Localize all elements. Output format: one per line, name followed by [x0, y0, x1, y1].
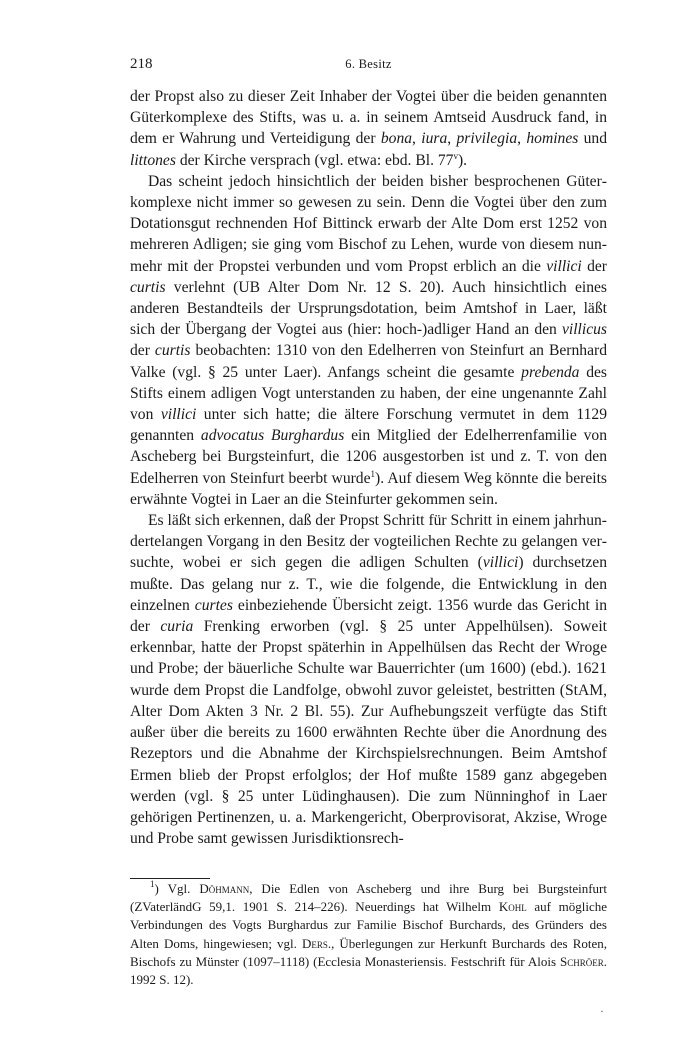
italic-term: curtes [194, 596, 233, 614]
italic-term: villici [160, 406, 197, 424]
italic-term: villici [482, 554, 519, 572]
italic-term: curtis [130, 278, 166, 296]
italic-term: advocatus Burghardus [200, 427, 345, 445]
italic-term: homines [526, 130, 579, 148]
superscript: v [453, 150, 458, 161]
text-run: verlehnt (UB Alter Dom Nr. 12 S. 20). Auch hinsichtlich eines anderen Bestandteils der Ursprungsdotation, beim Amtshof in Laer, läßt sich der Übergang der Vogtei aus (hier: hoch-)adliger Hand an den [130, 278, 607, 339]
text-run: auf mögliche Verbindungen des Vogts Burghardus zur Familie Bischof Burchards, des Gründers des Alten Doms, hingewiesen; vgl. [130, 899, 607, 951]
footnote-text [130, 880, 607, 989]
running-head: 6. Besitz [345, 57, 392, 71]
body-text [130, 86, 607, 849]
text-run: Frenking erworben (vgl. § 25 unter Appelhülsen). Soweit erkennbar, hatte der Propst späterhin in Appelhülsen das Recht der Wroge und Probe; der bäuerliche Schulte war Bauerrichter (um 1600) (ebd.). 1621 wurde dem Propst die Landfolge, obwohl zuvor geleistet, bestritten (StAM, Alter Dom Akten 3 Nr. 2 Bl. 55). Zur Aufhebungszeit verfügte das Stift außer über die bereits zu 1600 erwähnten Rechte über die Anordnung des Rezeptors und die Abnahme der Kirchspielsrechnungen. Beim Amtshof Ermen blieb der Propst erfolglos; der Hof mußte 1589 ganz abgegeben werden (vgl. § 25 unter Lüdinghausen). Die zum Nünninghof in Laer gehörigen Pertinenzen, u. a. Markengericht, Oberprovisorat, Akzise, Wroge und Probe samt gewissen Jurisdiktionsrech- [130, 618, 607, 848]
italic-term: villicus [561, 321, 607, 339]
superscript: 1 [150, 879, 155, 889]
text-run: ) durchsetzen mußte. Das gelang nur z. T., wie die folgende, die Entwicklung in den einzelnen [130, 554, 607, 614]
text-run: . 1992 S. 12). [130, 953, 607, 988]
text-run: , [447, 130, 457, 148]
italic-term: curtis [154, 342, 191, 360]
text-run: unter sich hatte; die ältere Forschung vermutet in dem 1129 genannten [130, 406, 607, 445]
paragraph-2 [130, 171, 607, 510]
text-run: ). Auf diesem Weg könnte die bereits erwähnte Vogtei in Laer an die Steinfurter gekommen sein. [130, 469, 607, 508]
text-run: der Propst also zu dieser Zeit Inhaber der Vogtei über die beiden genannten Güterkomplexe des Stifts, was u. a. in seinem Amtseid Ausdruck fand, in dem er Wahrung und Verteidigung der [130, 88, 607, 148]
text-run: einbeziehende Übersicht zeigt. 1356 wurde das Gericht in der [130, 596, 607, 636]
text-run: der Kirche versprach (vgl. etwa: ebd. Bl. 77 [175, 151, 454, 169]
author-name: Döhmann [199, 881, 250, 896]
text-run: , Überlegungen zur Herkunft Burchards des Roten, Bischofs zu Münster (1097–1118) (Ecclesia Monasteriensis. Festschrift für Alois [130, 935, 607, 969]
text-run: , [517, 130, 527, 148]
footnote [130, 880, 607, 989]
text-run: ) Vgl. [154, 881, 200, 896]
footnote-rule [130, 878, 210, 879]
text-run: des Stifts einem adligen Vogt unterstanden zu haben, der eine ungenannte Zahl von [130, 363, 607, 424]
italic-term: villici [546, 257, 582, 275]
italic-term: privilegia [456, 130, 518, 148]
text-run: ein Mitglied der Edelherrenfamilie von Ascheberg bei Burgsteinfurt, die 1206 ausgestorben ist und z. T. von den Edelherren von Steinfurt beerbt wurde [130, 427, 608, 487]
text-run: der [581, 257, 607, 275]
author-name: Schröer [560, 953, 604, 969]
text-run: , Die Edlen von Ascheberg und ihre Burg bei Burgsteinfurt (ZVaterländG 59,1. 1901 S. 214–226). Neuerdings hat Wilhelm [130, 881, 607, 915]
text-run: und [578, 130, 608, 148]
text-run: , [412, 130, 422, 148]
paragraph-1 [130, 86, 607, 171]
page-mark: · [600, 1004, 604, 1018]
text-run: der [130, 342, 155, 360]
italic-term: iura [421, 130, 448, 148]
page-number: 218 [130, 56, 153, 72]
superscript: 1 [370, 468, 376, 479]
text-run: Es läßt sich erkennen, daß der Propst Schritt für Schritt in einem jahrhundertelangen Vorgang in den Besitz der vogteilichen Rechte zu gelangen versuchte, wobei er sich gegen die adligen Schulten ( [130, 512, 607, 572]
text-run: ). [457, 151, 468, 169]
italic-term: curia [160, 618, 194, 636]
text-run: Das scheint jedoch hinsichtlich der beiden bisher besprochenen Güterkomplexe nicht immer so gewesen zu sein. Denn die Vogtei über den zum Dotationsgut rechnenden Hof Bittinck erwarb der Alte Dom erst 1252 von mehreren Adligen; sie ging vom Bischof zu Lehen, wurde von diesem nunmehr mit der Propstei verbunden und vom Propst erblich an die [130, 172, 607, 275]
italic-term: prebenda [521, 363, 580, 381]
page-header [130, 56, 607, 78]
paragraph-3 [130, 510, 607, 849]
italic-term: bona [380, 130, 413, 148]
italic-term: littones [130, 151, 176, 169]
author-name: Kohl [498, 899, 527, 915]
author-name: Ders. [301, 935, 332, 951]
text-run: beobachten: 1310 von den Edelherren von Steinfurt an Bernhard Valke (vgl. § 25 unter Laer). Anfangs scheint die gesamte [130, 342, 607, 381]
